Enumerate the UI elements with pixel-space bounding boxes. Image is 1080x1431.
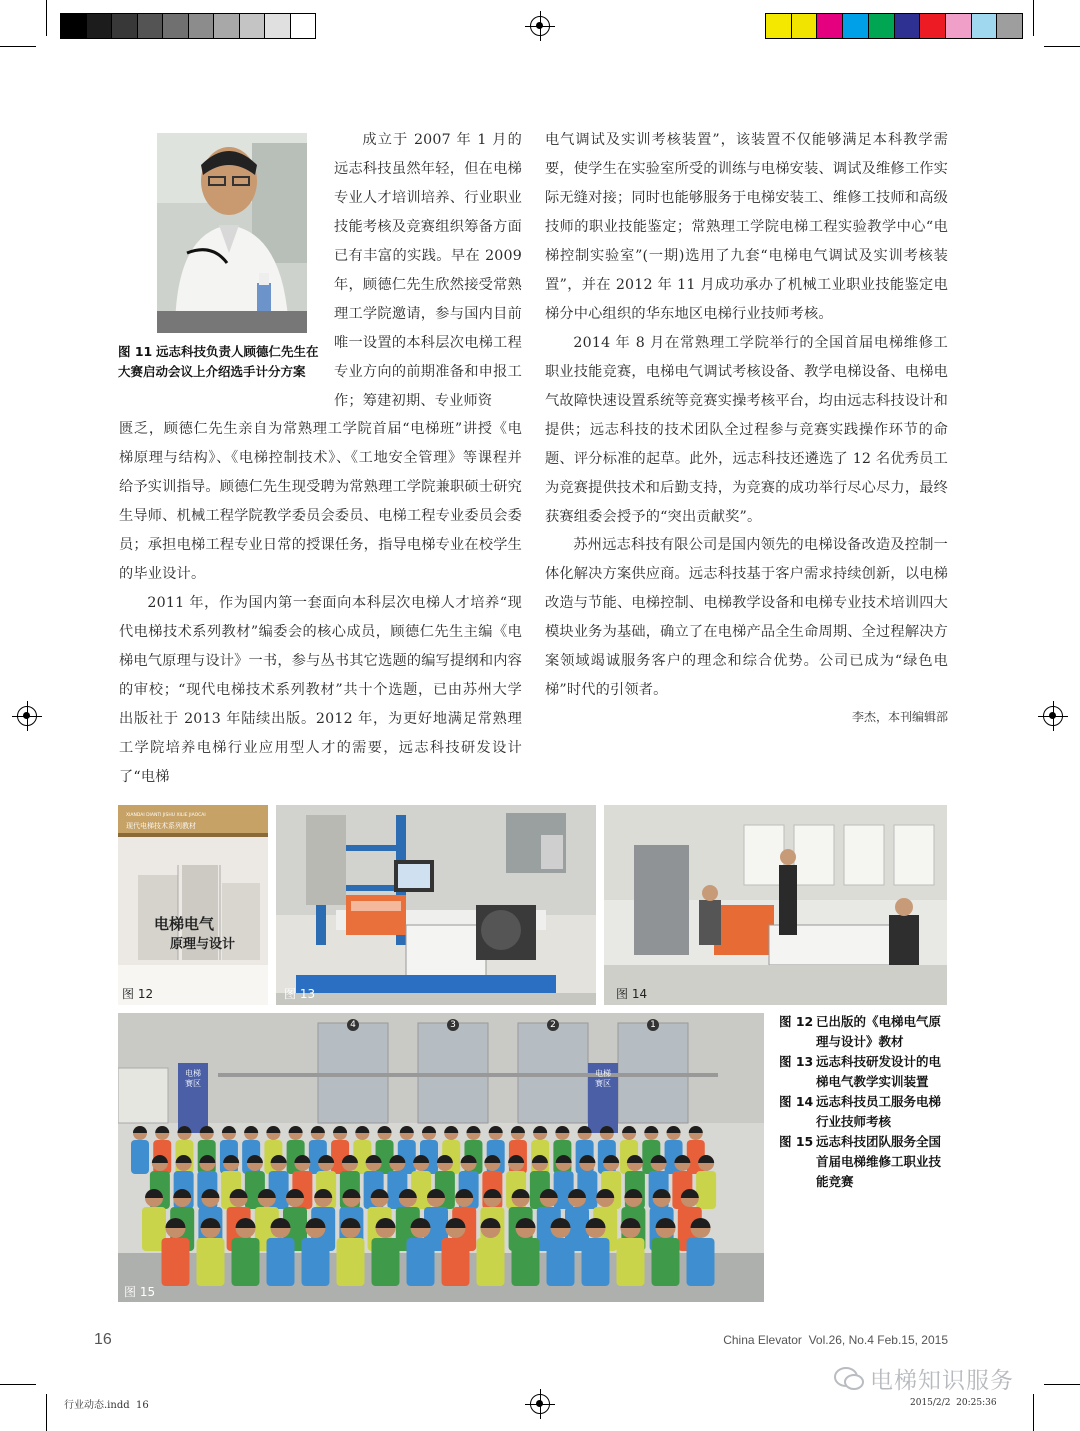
figure-13-photo [276, 805, 596, 1005]
figure-11-caption [118, 342, 323, 382]
group-person-body [512, 1238, 540, 1286]
grayscale-swatch [87, 14, 113, 38]
registration-mark-bottom [530, 1394, 550, 1414]
figure-11-number: 图 11 [118, 344, 153, 359]
grayscale-swatch [240, 14, 266, 38]
crop-mark [1033, 1394, 1034, 1431]
group-person-body [267, 1238, 295, 1286]
figure-caption-text: 已出版的《电梯电气原理与设计》教材 [816, 1014, 942, 1049]
slug-file: 行业动态.indd 16 [64, 1400, 149, 1411]
grayscale-swatch [189, 14, 215, 38]
group-person-body [442, 1238, 470, 1286]
color-swatch [792, 14, 818, 38]
figure-caption-item [779, 1132, 951, 1192]
grayscale-swatch [163, 14, 189, 38]
group-person-body [407, 1238, 435, 1286]
group-person-body [547, 1238, 575, 1286]
registration-mark-left [17, 706, 37, 726]
grayscale-swatch [214, 14, 240, 38]
figure-caption-item [779, 1092, 951, 1132]
group-person-body [232, 1238, 260, 1286]
color-bar [765, 13, 1023, 39]
grayscale-bar [60, 13, 316, 39]
chat-bubble-icon [834, 1367, 864, 1391]
article-col2-para3: 苏州远志科技有限公司是国内领先的电梯设备改造及控制一体化解决方案供应商。远志科技基于客户需求持续创新，以电梯改造与节能、电梯控制、电梯教学设备和电梯专业技术培训四大模块业务为基础，确立了在电梯产品全生命周期、全过程解决方案领域竭诚服务客户的理念和综合优势。公司已成为“绿色电梯”时代的引领者。 [545, 537, 948, 698]
color-swatch [843, 14, 869, 38]
color-swatch [895, 14, 921, 38]
registration-mark-top [530, 16, 550, 36]
crop-mark [46, 1394, 47, 1431]
article-col2-para1: 电气调试及实训考核装置”，该装置不仅能够满足本科教学需要，使学生在实验室所受的训练与电梯安装、调试及维修工作实际无缝对接；同时也能够服务于电梯安装工、维修工技师和高级技师的职业技能鉴定；常熟理工学院电梯工程实验教学中心“电梯控制实验室”(一期)选用了九套“电梯电气调试及实训考核装置”，并在 2012 年 11 月成功承办了机械工业职业技能鉴定电梯分中心组织的华东地区电梯行业技师考核。 [545, 132, 948, 322]
figure-11-photo [157, 133, 307, 333]
crop-mark [0, 1384, 36, 1385]
group-person-body [696, 1171, 716, 1209]
group-person-body [197, 1238, 225, 1286]
registration-mark-right [1043, 706, 1063, 726]
crop-mark [1044, 1384, 1080, 1385]
author-credit: 李杰，本刊编辑部 [851, 710, 948, 724]
group-person-body [687, 1238, 715, 1286]
article-col2-para2: 2014 年 8 月在常熟理工学院举行的全国首届电梯维修工职业技能竞赛，电梯电气调试考核设备、教学电梯设备、电梯电气故障快速设置系统等竞赛实操考核平台，均由远志科技设计和提供；远志科技的技术团队全过程参与竞赛实践操作环节的命题、评分标准的起草。此外，远志科技还遴选了 12 名优秀员工为竞赛提供技术和后勤支持，为竞赛的成功举行尽心尽力，最终获赛组委会授予的“突出贡献奖”。 [545, 335, 948, 525]
color-swatch [869, 14, 895, 38]
door-number-3: 3 [447, 1019, 459, 1031]
crop-mark [0, 46, 36, 47]
slug-timestamp: 2015/2/2 20:25:36 [910, 1398, 997, 1408]
figure-caption-text: 远志科技研发设计的电梯电气教学实训装置 [816, 1054, 942, 1089]
figure-12-book-cover [118, 805, 268, 1005]
color-swatch [946, 14, 972, 38]
crop-mark [1033, 0, 1034, 36]
color-swatch [972, 14, 998, 38]
figure-captions [779, 1012, 951, 1192]
banner-right: 电梯赛区 [595, 1069, 611, 1088]
book-series-pinyin: XIANDAI DIANTI JISHU XILIE JIAOCAI [126, 813, 206, 818]
grayscale-swatch [138, 14, 164, 38]
article-col1-intro: 成立于 2007 年 1 月的远志科技虽然年轻，但在电梯专业人才培训培养、行业职业技能考核及竞赛组织筹备方面已有丰富的实践。早在 2009 年，顾德仁先生欣然接受常熟理工学院邀请，参与国内目前唯一设置的本科层次电梯工程专业方向的前期准备和申报工作；筹建初期、专业师资 [334, 132, 522, 409]
figure-caption-item [779, 1012, 951, 1052]
crop-mark [46, 0, 47, 36]
group-person-body [372, 1238, 400, 1286]
banner-left: 电梯赛区 [185, 1069, 201, 1088]
figure-12-label: 图 12 [122, 987, 154, 1001]
figure-caption-text: 远志科技团队服务全国首届电梯维修工职业技能竞赛 [816, 1134, 942, 1189]
article-col1-para2: 2011 年，作为国内第一套面向本科层次电梯人才培养“现代电梯技术系列教材”编委会的核心成员，顾德仁先生主编《电梯电气原理与设计》一书，参与丛书其它选题的编写提纲和内容的审校；“现代电梯技术系列教材”共十个选题，已由苏州大学出版社于 2013 年陆续出版。2012 年，为更好地满足常熟理工学院培养电梯行业应用型人才的需要，远志科技研发设计了“电梯 [119, 595, 522, 785]
figure-15-label: 图 15 [124, 1285, 156, 1299]
book-series-title: 现代电梯技术系列教材 [126, 822, 196, 830]
grayscale-swatch [61, 14, 87, 38]
color-swatch [920, 14, 946, 38]
grayscale-swatch [265, 14, 291, 38]
group-person-body [162, 1238, 190, 1286]
page-number: 16 [94, 1331, 112, 1348]
figure-15-photo [118, 1013, 764, 1302]
figure-caption-number: 图 12 [779, 1014, 814, 1029]
door-number-4: 4 [347, 1019, 359, 1031]
figure-caption-text: 远志科技员工服务电梯行业技师考核 [816, 1094, 942, 1129]
crop-mark [1044, 46, 1080, 47]
group-person-body [617, 1238, 645, 1286]
color-swatch [997, 14, 1022, 38]
door-number-2: 2 [547, 1019, 559, 1031]
figure-14-label: 图 14 [616, 987, 648, 1001]
group-person-body [302, 1238, 330, 1286]
book-title-line1: 电梯电气 [154, 915, 215, 933]
figure-caption-item [779, 1052, 951, 1092]
color-swatch [817, 14, 843, 38]
watermark-text: 电梯知识服务 [870, 1368, 1014, 1394]
book-title-line2: 原理与设计 [170, 937, 236, 952]
figure-caption-number: 图 15 [779, 1134, 814, 1149]
journal-info: China Elevator Vol.26, No.4 Feb.15, 2015 [723, 1333, 948, 1347]
group-person-body [131, 1140, 149, 1174]
watermark [834, 1362, 1014, 1395]
article-col1-para1-cont: 匮乏，顾德仁先生亲自为常熟理工学院首届“电梯班”讲授《电梯原理与结构》、《电梯控制技术》、《工地安全管理》等课程并给予实训指导。顾德仁先生现受聘为常熟理工学院兼职硕士研究生导师、机械工程学院教学委员会委员、电梯工程专业委员会委员；承担电梯工程专业日常的授课任务，指导电梯专业在校学生的毕业设计。 [119, 421, 522, 582]
grayscale-swatch [291, 14, 316, 38]
figure-caption-number: 图 13 [779, 1054, 814, 1069]
group-person-body [477, 1238, 505, 1286]
group-person-body [582, 1238, 610, 1286]
group-person-body [337, 1238, 365, 1286]
figure-13-label: 图 13 [284, 987, 316, 1001]
door-number-1: 1 [647, 1019, 659, 1031]
group-person-body [652, 1238, 680, 1286]
figure-11-caption-text: 远志科技负责人顾德仁先生在大赛启动会议上介绍选手计分方案 [118, 344, 319, 379]
figure-caption-number: 图 14 [779, 1094, 814, 1109]
grayscale-swatch [112, 14, 138, 38]
figure-14-photo [604, 805, 947, 1005]
color-swatch [766, 14, 792, 38]
